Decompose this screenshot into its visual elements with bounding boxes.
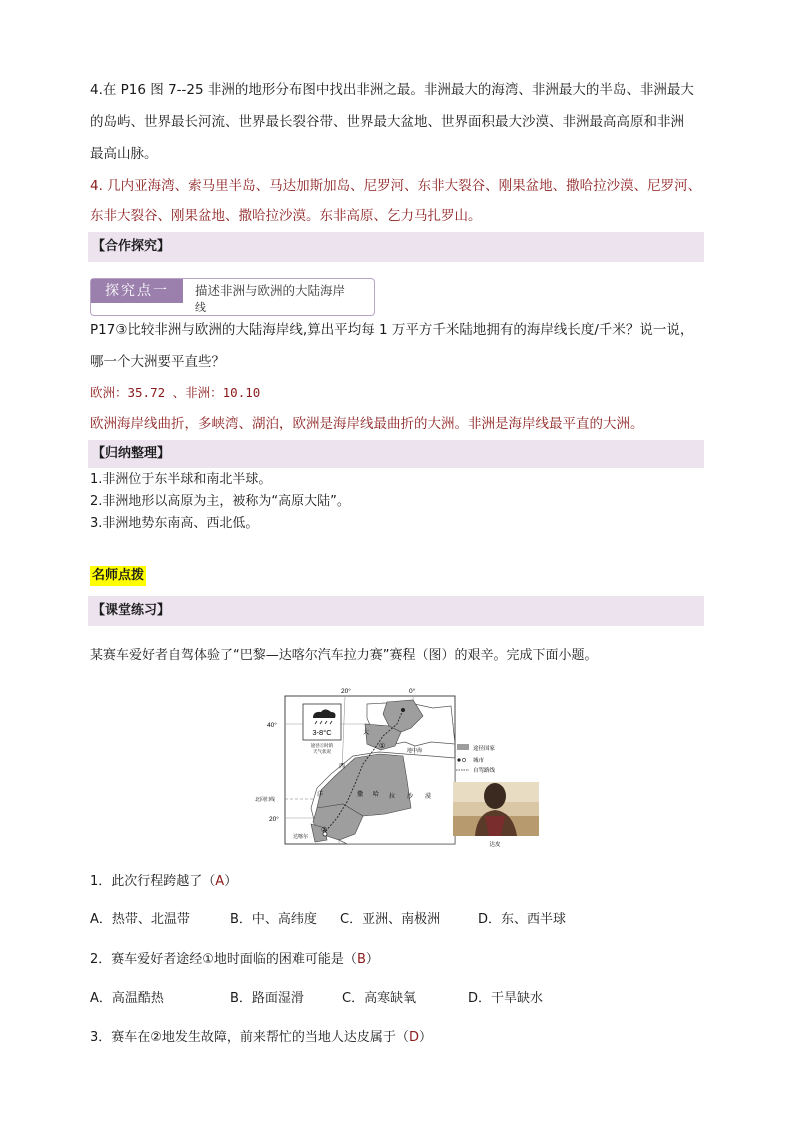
summary-item-2: 2.非洲地形以高原为主，被称为“高原大陆”。 bbox=[90, 494, 350, 509]
question-3 bbox=[90, 1028, 432, 1048]
map-desert-4: 沙 bbox=[407, 794, 414, 800]
question-2-stem: 2．赛车爱好者途经①地时面临的困难可能是（ bbox=[90, 952, 357, 967]
intro-line-1: 4.在 P16 图 7--25 非洲的地形分布图中找出非洲之最。非洲最大的海湾、非洲最大的半岛、非洲最大 bbox=[90, 82, 694, 98]
q1-option-c: C．亚洲、南极洲 bbox=[340, 912, 441, 927]
section-coop: 【合作探究】 bbox=[88, 232, 704, 262]
q1-option-a: A．热带、北温带 bbox=[90, 912, 190, 927]
p17-answer-text: 欧洲海岸线曲折，多峡湾、湖泊，欧洲是海岸线最曲折的大洲。非洲是海岸线最平直的大洲。 bbox=[90, 416, 644, 432]
p17-answer-values: 欧洲：35.72 、非洲：10.10 bbox=[90, 385, 261, 400]
legend-country-swatch bbox=[457, 744, 469, 750]
legend-city: 城市 bbox=[473, 758, 485, 764]
map-city-paris bbox=[401, 708, 405, 712]
q2-option-b: B．路面湿滑 bbox=[230, 991, 304, 1006]
map-desert-5: 漠 bbox=[425, 794, 432, 800]
map-desert-1: 撒 bbox=[357, 792, 364, 798]
answer4-line-1: 4. 几内亚海湾、索马里半岛、马达加斯加岛、尼罗河、东非大裂谷、刚果盆地、撒哈拉沙漠、尼罗河、 bbox=[90, 178, 702, 194]
question-1-answer: A bbox=[215, 874, 225, 889]
question-1 bbox=[90, 872, 237, 892]
question-3-answer: D bbox=[408, 1030, 419, 1045]
rally-map-figure bbox=[255, 684, 550, 850]
answer4-line-2: 东非大裂谷、刚果盆地、撒哈拉沙漠。东非高原、乞力马扎罗山。 bbox=[90, 208, 482, 224]
question-1-stem: 1．此次行程跨越了（ bbox=[90, 874, 216, 889]
intro-line-2: 的岛屿、世界最长河流、世界最长裂谷带、世界最大盆地、世界面积最大沙漠、非洲最高高原和非洲 bbox=[90, 114, 684, 130]
question-2-close: ） bbox=[365, 952, 379, 967]
section-practice: 【课堂练习】 bbox=[88, 596, 704, 626]
map-lat-20: 20° bbox=[269, 816, 279, 823]
question-2-answer: B bbox=[356, 952, 366, 967]
practice-stem: 某赛车爱好者自驾体验了“巴黎—达喀尔汽车拉力赛”赛程（图）的艰辛。完成下面小题。 bbox=[90, 648, 598, 663]
map-lon-0: 0° bbox=[409, 688, 416, 695]
map-sea-yang: 洋 bbox=[317, 792, 324, 798]
question-1-close: ） bbox=[224, 874, 238, 889]
explore-title-2: 线 bbox=[195, 301, 206, 314]
map-desert-3: 拉 bbox=[389, 794, 396, 800]
q1-option-b: B．中、高纬度 bbox=[230, 912, 317, 927]
photo-dapi bbox=[453, 782, 539, 836]
question-2-options bbox=[90, 989, 710, 1009]
legend-country: 途径国家 bbox=[473, 746, 496, 752]
explore-label: 探究点一 bbox=[91, 279, 183, 303]
map-sea-xi: 西 bbox=[339, 764, 346, 770]
question-3-close: ） bbox=[418, 1030, 432, 1045]
summary-item-3: 3.非洲地势东南高、西北低。 bbox=[90, 516, 259, 531]
legend-city-dot bbox=[457, 758, 460, 761]
q2-option-d: D．干旱缺水 bbox=[468, 991, 544, 1006]
q1-option-d: D．东、西半球 bbox=[478, 912, 567, 927]
map-tropic-label: 北回归线 bbox=[255, 797, 276, 803]
map-desert-2: 哈 bbox=[373, 792, 380, 798]
map-med: 地中海 bbox=[407, 748, 423, 754]
teacher-tip-highlight: 名师点拨 bbox=[90, 566, 146, 586]
map-dakar: 达喀尔 bbox=[293, 834, 309, 840]
legend-route: 自驾路线 bbox=[473, 768, 496, 774]
section-summary: 【归纳整理】 bbox=[88, 440, 704, 468]
map-sea-da: 大 bbox=[363, 730, 370, 736]
q2-option-c: C．高寒缺氧 bbox=[342, 991, 417, 1006]
p17-line-1: P17③比较非洲与欧洲的大陆海岸线,算出平均每 1 万平方千米陆地拥有的海岸线长度/千米？说一说， bbox=[90, 322, 694, 338]
map-lat-40: 40° bbox=[267, 722, 277, 729]
map-weather-caption-2: 天气状况 bbox=[313, 749, 331, 754]
map-temp: 3-8°C bbox=[312, 728, 332, 737]
map-weather-caption-1: 途径①时的 bbox=[310, 743, 334, 748]
summary-item-1: 1.非洲位于东半球和南北半球。 bbox=[90, 472, 272, 487]
question-2 bbox=[90, 950, 379, 970]
p17-line-2: 哪一个大洲要平直些？ bbox=[90, 354, 225, 370]
question-3-stem: 3．赛车在②地发生故障，前来帮忙的当地人达皮属于（ bbox=[90, 1030, 409, 1045]
map-marker-2: ② bbox=[321, 826, 328, 834]
explore-title-1: 描述非洲与欧洲的大陆海岸 bbox=[195, 283, 346, 298]
question-1-options bbox=[90, 910, 710, 930]
q2-option-a: A．高温酷热 bbox=[90, 991, 164, 1006]
legend-city-ring bbox=[462, 758, 465, 761]
photo-caption: 达皮 bbox=[489, 842, 501, 848]
map-marker-1: ① bbox=[379, 742, 386, 750]
intro-line-3: 最高山脉。 bbox=[90, 146, 158, 162]
map-lon-20: 20° bbox=[341, 688, 351, 695]
explore-tag bbox=[90, 278, 375, 316]
